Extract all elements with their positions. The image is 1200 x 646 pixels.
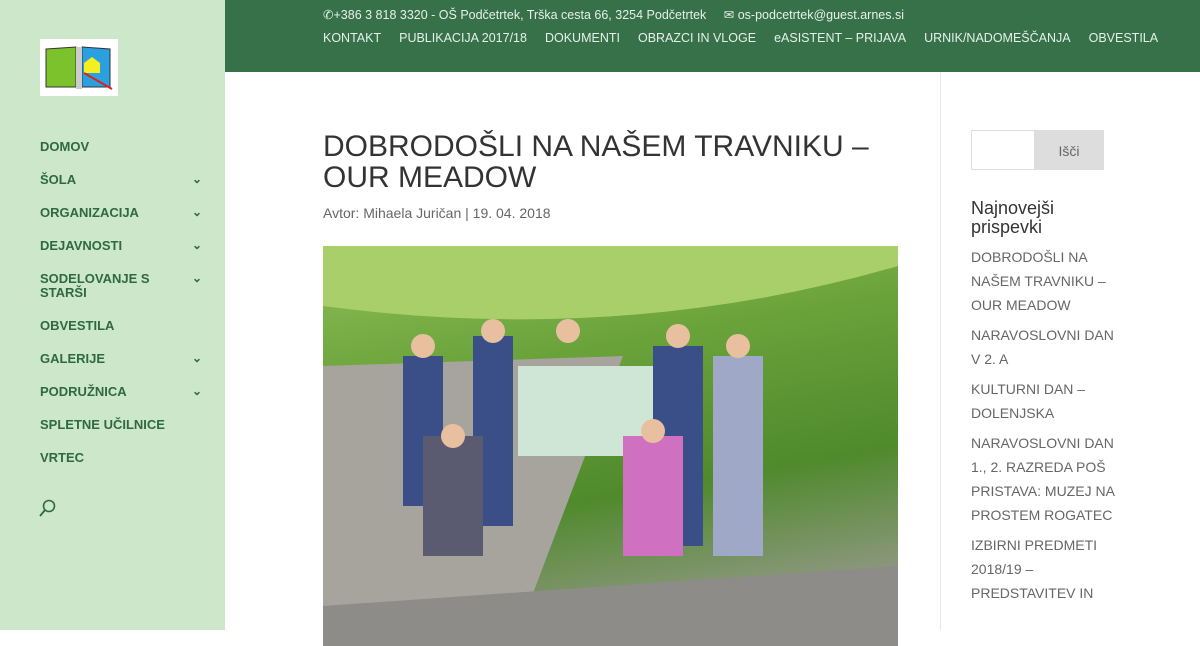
top-menu-item[interactable]: DOKUMENTI (544, 31, 620, 45)
email-link[interactable]: os-podcetrtek@guest.arnes.si (737, 8, 904, 22)
recent-posts-list (971, 245, 1121, 611)
top-menu-item[interactable]: eASISTENT – PRIJAVA (774, 31, 907, 45)
sidebar-item-label: ŠOLA (40, 172, 77, 187)
post-title: DOBRODOŠLI NA NAŠEM TRAVNIKU – OUR MEADOW (323, 130, 869, 194)
recent-posts-heading: Najnovejši prispevki (971, 198, 1055, 237)
sidebar-item-label: SPLETNE UČILNICE (40, 417, 165, 432)
chevron-down-icon[interactable]: ⌄ (192, 172, 203, 186)
sidebar (0, 0, 225, 630)
sidebar-item-label: VRTEC (40, 450, 85, 465)
recent-post-link[interactable]: KULTURNI DAN – DOLENJSKA (971, 381, 1086, 421)
chevron-down-icon[interactable]: ⌄ (192, 205, 203, 219)
sidebar-item-label: OBVESTILA (40, 318, 115, 333)
recent-post-link[interactable]: IZBIRNI PREDMETI 2018/19 – PREDSTAVITEV IN (971, 537, 1098, 601)
sidebar-item[interactable] (40, 173, 205, 187)
chevron-down-icon[interactable]: ⌄ (192, 351, 203, 365)
top-header (225, 0, 1200, 72)
sidebar-item[interactable] (40, 418, 205, 432)
school-logo[interactable] (40, 39, 118, 96)
children-photo (323, 246, 898, 646)
search-input[interactable] (971, 130, 1035, 170)
post-photo (323, 246, 898, 646)
sidebar-item[interactable] (40, 272, 205, 300)
contact-info (323, 7, 904, 23)
sidebar-item[interactable] (40, 451, 205, 465)
sidebar-item[interactable] (40, 239, 205, 253)
top-menu-item[interactable]: URNIK/NADOMEŠČANJA (924, 31, 1071, 45)
top-menu-item[interactable]: PUBLIKACIJA 2017/18 (399, 31, 527, 45)
chevron-down-icon[interactable]: ⌄ (192, 384, 203, 398)
chevron-down-icon[interactable]: ⌄ (192, 271, 203, 285)
sidebar-item[interactable] (40, 140, 205, 154)
sidebar-item-label: PODRUŽNICA (40, 384, 127, 399)
post-meta: Avtor: Mihaela Juričan | 19. 04. 2018 (323, 205, 551, 221)
sidebar-item-label: ORGANIZACIJA (40, 205, 139, 220)
sidebar-item[interactable] (40, 385, 205, 399)
book-logo-icon (40, 39, 118, 96)
recent-post-link[interactable]: NARAVOSLOVNI DAN 1., 2. RAZREDA POŠ PRISTAVA: MUZEJ NA PROSTEM ROGATEC (971, 435, 1115, 523)
phone-address: +386 3 818 3320 - OŠ Podčetrtek, Trška cesta 66, 3254 Podčetrtek (333, 8, 707, 22)
recent-post-link[interactable]: NARAVOSLOVNI DAN V 2. A (971, 327, 1114, 367)
sidebar-item-label: DOMOV (40, 139, 90, 154)
sidebar-item-label: GALERIJE (40, 351, 106, 366)
top-menu-item[interactable]: OBRAZCI IN VLOGE (637, 31, 757, 45)
chevron-down-icon[interactable]: ⌄ (192, 238, 203, 252)
post-content (323, 131, 898, 646)
phone-icon: ✆ (323, 8, 334, 22)
top-menu (323, 28, 1183, 49)
top-menu-item[interactable]: OBVESTILA (1088, 31, 1159, 45)
sidebar-item-label: SODELOVANJE S STARŠI (40, 271, 150, 300)
recent-post-link[interactable]: DOBRODOŠLI NA NAŠEM TRAVNIKU – OUR MEADOW (971, 249, 1106, 313)
search-button[interactable]: Išči (1034, 130, 1104, 170)
search-icon[interactable] (38, 498, 58, 518)
sidebar-item[interactable] (40, 319, 205, 333)
sidebar-divider (940, 72, 941, 630)
top-menu-item[interactable]: KONTAKT (323, 31, 382, 45)
recent-posts-widget (971, 199, 1121, 611)
sidebar-item[interactable] (40, 206, 205, 220)
sidebar-item[interactable] (40, 352, 205, 366)
mail-icon: ✉ (723, 8, 735, 22)
sidebar-item-label: DEJAVNOSTI (40, 238, 123, 253)
